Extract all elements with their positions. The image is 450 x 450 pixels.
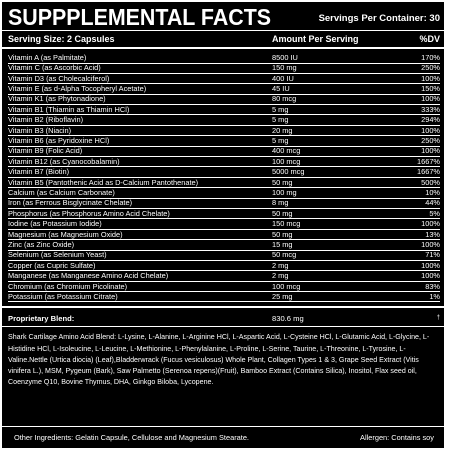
section-divider — [2, 306, 444, 308]
proprietary-blend-dv: † — [436, 315, 440, 322]
nutrient-name: Vitamin C (as Ascorbic Acid) — [8, 63, 272, 74]
nutrient-name: Zinc (as Zinc Oxide) — [8, 240, 272, 251]
nutrient-amount: 400 IU — [272, 74, 392, 85]
serving-size: Serving Size: 2 Capsules — [8, 34, 115, 44]
nutrient-name: Manganese (as Manganese Amino Acid Chelate) — [8, 271, 272, 282]
label-footer — [2, 426, 444, 448]
nutrient-row — [2, 147, 444, 157]
label-title: SUPPPLEMENTAL FACTS — [8, 4, 272, 30]
nutrient-row — [2, 230, 444, 240]
nutrient-row — [2, 53, 444, 63]
nutrient-dv: 100% — [392, 126, 440, 137]
nutrient-name: Vitamin B3 (Niacin) — [8, 126, 272, 137]
nutrient-name: Selenium (as Selenium Yeast) — [8, 250, 272, 261]
nutrient-amount: 80 mcg — [272, 94, 392, 105]
nutrient-row — [2, 157, 444, 167]
nutrient-name: Copper (as Cupric Sulfate) — [8, 261, 272, 272]
nutrient-amount: 100 mcg — [272, 282, 392, 293]
nutrient-row — [2, 188, 444, 198]
nutrient-dv: 100% — [392, 240, 440, 251]
nutrient-row — [2, 198, 444, 208]
nutrient-amount: 150 mcg — [272, 219, 392, 230]
nutrient-row — [2, 167, 444, 177]
nutrient-dv: 71% — [392, 250, 440, 261]
nutrient-name: Vitamin B7 (Biotin) — [8, 167, 272, 178]
nutrient-row — [2, 282, 444, 292]
nutrient-dv: 1667% — [392, 157, 440, 168]
nutrient-row — [2, 271, 444, 281]
nutrient-amount: 100 mg — [272, 188, 392, 199]
nutrient-dv: 250% — [392, 136, 440, 147]
nutrient-row — [2, 178, 444, 188]
nutrient-amount: 8500 IU — [272, 53, 392, 64]
nutrient-name: Vitamin K1 (as Phytonadione) — [8, 94, 272, 105]
nutrient-name: Vitamin D3 (as Cholecalciferol) — [8, 74, 272, 85]
nutrient-dv: 100% — [392, 219, 440, 230]
nutrient-dv: 5% — [392, 209, 440, 220]
nutrient-name: Iron (as Ferrous Bisglycinate Chelate) — [8, 198, 272, 209]
nutrient-name: Iodine (as Potassium Iodide) — [8, 219, 272, 230]
supplement-facts-label — [2, 2, 444, 448]
nutrient-name: Vitamin B2 (Riboflavin) — [8, 115, 272, 126]
nutrient-dv: 250% — [392, 63, 440, 74]
nutrient-dv: 170% — [392, 53, 440, 64]
nutrient-name: Magnesium (as Magnesium Oxide) — [8, 230, 272, 241]
dv-column-header: %DV — [419, 34, 440, 44]
nutrient-amount: 50 mcg — [272, 250, 392, 261]
nutrient-name: Vitamin B9 (Folic Acid) — [8, 146, 272, 157]
nutrient-row — [2, 105, 444, 115]
nutrient-row — [2, 126, 444, 136]
proprietary-blend-label: Proprietary Blend: — [8, 313, 75, 323]
nutrient-name: Potassium (as Potassium Citrate) — [8, 292, 272, 303]
nutrient-row — [2, 84, 444, 94]
nutrient-row — [2, 95, 444, 105]
nutrient-row — [2, 219, 444, 229]
nutrient-row — [2, 261, 444, 271]
nutrient-dv: 333% — [392, 105, 440, 116]
nutrient-amount: 50 mg — [272, 178, 392, 189]
nutrient-row — [2, 74, 444, 84]
proprietary-blend-amount: 830.6 mg — [272, 313, 304, 323]
nutrient-amount: 2 mg — [272, 271, 392, 282]
nutrient-amount: 8 mg — [272, 198, 392, 209]
nutrient-row — [2, 292, 444, 302]
nutrient-dv: 294% — [392, 115, 440, 126]
allergen-statement: Allergen: Contains soy — [360, 433, 434, 442]
nutrient-name: Vitamin E (as d-Alpha Tocopheryl Acetate) — [8, 84, 272, 95]
nutrient-dv: 100% — [392, 94, 440, 105]
blend-ingredients: Shark Cartilage Amino Acid Blend: L-Lysine, L-Alanine, L-Arginine HCl, L-Aspartic Acid, L-Cysteine HCl, L-Glutamic Acid, L-Glycine, L-Histidine HCl, L-Isoleucine, L-Leucine, L-Methionine, L-Phenylalanine, L-Proline, L-Serine, Taurine, L-Threonine, L-Tyrosine, L-Valine.Nettle (Urtica diocia) (Leaf),Bladderwrack (Fucus vesiculosus) Whole Plant, Collagen Types 1 & 3, Grape Seed Extract (Vitis vinifera L.), MSM, Pygeum (Bark), Saw Palmetto (Serenoa repens)(Fruit), Bamboo Extract (Contains Silica), Inositol, Flax seed oil, Coenzyme Q10, Bovine Thymus, DHA, Ginkgo Biloba, Lycopene. — [8, 333, 430, 387]
nutrient-amount: 5000 mcg — [272, 167, 392, 178]
nutrient-name: Vitamin B12 (as Cyanocobalamin) — [8, 157, 272, 168]
nutrient-dv: 100% — [392, 261, 440, 272]
nutrient-dv: 100% — [392, 74, 440, 85]
nutrient-amount: 5 mg — [272, 105, 392, 116]
nutrient-dv: 150% — [392, 84, 440, 95]
nutrient-dv: 1667% — [392, 167, 440, 178]
nutrient-amount: 100 mcg — [272, 157, 392, 168]
nutrient-name: Vitamin B5 (Pantothenic Acid as D-Calcium Pantothenate) — [8, 178, 272, 189]
other-ingredients: Other Ingredients: Gelatin Capsule, Cellulose and Magnesium Stearate. — [14, 433, 249, 442]
proprietary-blend-row — [2, 310, 444, 327]
nutrient-row — [2, 115, 444, 125]
nutrient-amount: 5 mg — [272, 136, 392, 147]
nutrient-row — [2, 209, 444, 219]
nutrient-row — [2, 240, 444, 250]
nutrient-dv: 83% — [392, 282, 440, 293]
nutrient-dv: 13% — [392, 230, 440, 241]
nutrient-amount: 50 mg — [272, 209, 392, 220]
servings-per-container: Servings Per Container: 30 — [318, 13, 440, 24]
nutrient-name: Vitamin A (as Palmitate) — [8, 53, 272, 64]
nutrient-amount: 150 mg — [272, 63, 392, 74]
nutrient-row — [2, 250, 444, 260]
nutrient-amount: 5 mg — [272, 115, 392, 126]
nutrient-row — [2, 136, 444, 146]
nutrient-amount: 2 mg — [272, 261, 392, 272]
nutrient-amount: 25 mg — [272, 292, 392, 303]
nutrient-amount: 20 mg — [272, 126, 392, 137]
nutrient-list — [2, 49, 444, 302]
nutrient-amount: 45 IU — [272, 84, 392, 95]
nutrient-name: Vitamin B6 (as Pyridoxine HCl) — [8, 136, 272, 147]
nutrient-name: Chromium (as Chromium Picolinate) — [8, 282, 272, 293]
nutrient-amount: 400 mcg — [272, 146, 392, 157]
nutrient-name: Phosphorus (as Phosphorus Amino Acid Chelate) — [8, 209, 272, 220]
nutrient-amount: 15 mg — [272, 240, 392, 251]
nutrient-dv: 1% — [392, 292, 440, 303]
nutrient-dv: 100% — [392, 146, 440, 157]
amount-column-header: Amount Per Serving — [272, 34, 359, 44]
label-header — [2, 2, 444, 31]
column-header — [2, 31, 444, 49]
nutrient-dv: 500% — [392, 178, 440, 189]
nutrient-amount: 50 mg — [272, 230, 392, 241]
nutrient-dv: 44% — [392, 198, 440, 209]
nutrient-dv: 100% — [392, 271, 440, 282]
nutrient-row — [2, 63, 444, 73]
nutrient-name: Vitamin B1 (Thiamin as Thiamin HCl) — [8, 105, 272, 116]
nutrient-name: Calcium (as Calcium Carbonate) — [8, 188, 272, 199]
nutrient-dv: 10% — [392, 188, 440, 199]
